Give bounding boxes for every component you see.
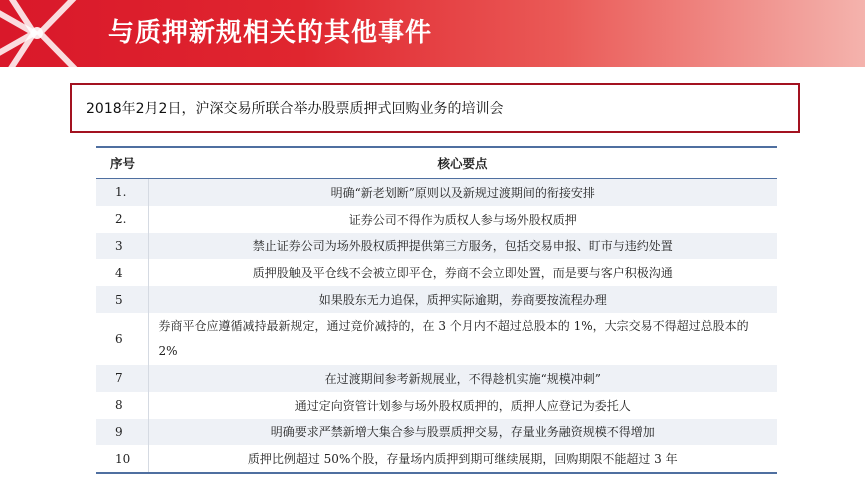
- page-title: 与质押新规相关的其他事件: [108, 18, 433, 48]
- table-header-row: [96, 147, 777, 179]
- table-row: [96, 365, 777, 392]
- table-row: [96, 233, 777, 260]
- event-callout: [70, 83, 800, 133]
- event-text: 2018年2月2日，沪深交易所联合举办股票质押式回购业务的培训会: [86, 101, 504, 117]
- row-number: 2.: [96, 206, 148, 233]
- column-header-no: 序号: [96, 147, 148, 179]
- table-row: [96, 419, 777, 446]
- row-content: 在过渡期间参考新规展业，不得趁机实施“规模冲刺”: [148, 365, 777, 392]
- row-number: 10: [96, 445, 148, 473]
- row-content: 明确要求严禁新增大集合参与股票质押交易，存量业务融资规模不得增加: [148, 419, 777, 446]
- row-content: 明确“新老划断”原则以及新规过渡期间的衔接安排: [148, 179, 777, 206]
- row-content: 质押比例超过 50%个股，存量场内质押到期可继续展期，回购期限不能超过 3 年: [148, 445, 777, 473]
- row-number: 7: [96, 365, 148, 392]
- brand-logo-icon: [0, 0, 95, 67]
- row-number: 1.: [96, 179, 148, 206]
- table-row: [96, 445, 777, 473]
- row-number: 5: [96, 286, 148, 313]
- row-content: 券商平仓应遵循减持最新规定，通过竞价减持的，在 3 个月内不超过总股本的 1%，大宗交易不得超过总股本的 2%: [148, 313, 777, 365]
- row-content: 如果股东无力追保，质押实际逾期，券商要按流程办理: [148, 286, 777, 313]
- table-row: [96, 179, 777, 206]
- row-content: 证券公司不得作为质权人参与场外股权质押: [148, 206, 777, 233]
- key-points-table: [96, 146, 777, 474]
- table-row: [96, 206, 777, 233]
- table-row: [96, 286, 777, 313]
- row-number: 9: [96, 419, 148, 446]
- row-content: 通过定向资管计划参与场外股权质押的，质押人应登记为委托人: [148, 392, 777, 419]
- row-content: 质押股触及平仓线不会被立即平仓，券商不会立即处置，而是要与客户积极沟通: [148, 259, 777, 286]
- table-row: [96, 313, 777, 365]
- title-banner: [0, 0, 865, 67]
- row-number: 8: [96, 392, 148, 419]
- table-row: [96, 259, 777, 286]
- row-number: 6: [96, 313, 148, 365]
- row-number: 4: [96, 259, 148, 286]
- row-number: 3: [96, 233, 148, 260]
- table-row: [96, 392, 777, 419]
- column-header-content: 核心要点: [148, 147, 777, 179]
- row-content: 禁止证券公司为场外股权质押提供第三方服务，包括交易申报、盯市与违约处置: [148, 233, 777, 260]
